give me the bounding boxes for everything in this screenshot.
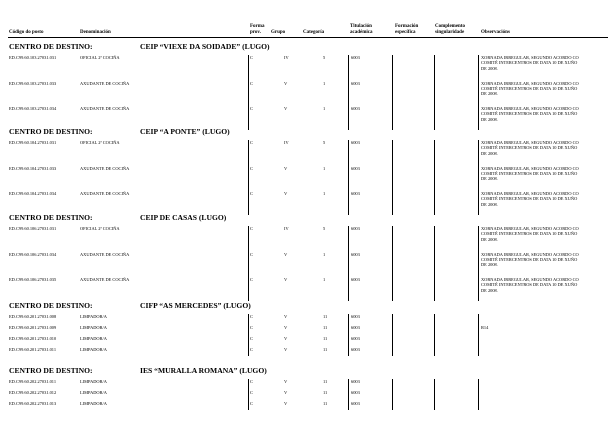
- cell-observacions-line: DE 2008.: [481, 150, 498, 156]
- table-row: [0, 379, 615, 390]
- cell-forma: C: [250, 55, 253, 60]
- cell-titulacion: 6003: [351, 251, 360, 257]
- cell-forma: C: [250, 347, 253, 352]
- cell-observacions-line: XORNADA IRREGULAR, SEGUNDO ACORDO CO: [481, 106, 579, 111]
- cell-observacions-line: DE 2008.: [481, 262, 498, 268]
- header-grupo: Grupo: [271, 30, 286, 35]
- cell-denominacion: OFICIAL 2ª COCIÑA: [80, 55, 120, 60]
- cell-denominacion: AXUDANTE DE COCIÑA: [80, 165, 130, 171]
- table-row: [0, 390, 615, 401]
- cell-grupo: IV: [284, 55, 289, 60]
- header-categoria: Categoría: [303, 30, 325, 35]
- cell-titulacion: 6003: [351, 191, 360, 196]
- header-rule: [8, 37, 608, 38]
- cell-codigo: ED.C99.60.201.27031.010: [9, 336, 57, 341]
- cell-grupo: V: [284, 325, 288, 330]
- section-block: [0, 213, 615, 223]
- section-block: [0, 366, 615, 376]
- cell-codigo: ED.C99.60.202.27031.013: [9, 401, 57, 406]
- cell-titulacion: 6003: [351, 165, 360, 171]
- cell-forma: C: [250, 140, 253, 145]
- cell-titulacion: 6003: [351, 277, 360, 282]
- cell-grupo: V: [284, 251, 288, 257]
- section-block: [0, 301, 615, 311]
- cell-titulacion: 6003: [351, 226, 360, 231]
- cell-forma: C: [250, 251, 253, 257]
- cell-titulacion: 6003: [351, 106, 360, 111]
- cell-grupo: IV: [284, 226, 289, 231]
- centre-name: CEIP “A PONTE” (LUGO): [140, 127, 230, 136]
- cell-grupo: V: [284, 106, 288, 111]
- cell-denominacion: AXUDANTE DE COCIÑA: [80, 251, 130, 257]
- cell-denominacion: LIMPADOR/A: [80, 336, 107, 341]
- table-row: [0, 140, 615, 166]
- header-formacion-line1: Formación: [395, 24, 419, 29]
- cell-categoria: 5: [323, 226, 326, 231]
- table-row: [0, 401, 615, 412]
- cell-observacions-line: COMITÉ INTERCENTROS DE DATA 10 DE XUÑO: [481, 231, 578, 237]
- cell-denominacion: OFICIAL 2ª COCIÑA: [80, 140, 120, 145]
- cell-grupo: V: [284, 80, 288, 86]
- cell-grupo: V: [284, 191, 288, 196]
- cell-codigo: ED.C99.60.202.27031.012: [9, 390, 57, 395]
- cell-observacions-line: COMITÉ INTERCENTROS DE DATA 10 DE XUÑO: [481, 145, 578, 151]
- table-row: [0, 252, 615, 278]
- cell-observacions-line: XORNADA IRREGULAR, SEGUNDO ACORDO CO: [481, 226, 579, 231]
- cell-observacions-line: COMITÉ INTERCENTROS DE DATA 10 DE XUÑO: [481, 85, 578, 91]
- cell-grupo: V: [284, 379, 288, 384]
- cell-titulacion: 6003: [351, 336, 360, 341]
- cell-categoria: 11: [323, 390, 328, 395]
- cell-observacions-line: R14: [481, 325, 489, 330]
- cell-forma: C: [250, 336, 253, 341]
- cell-forma: C: [250, 191, 253, 196]
- cell-codigo: ED.C99.60.106.27031.035: [9, 277, 57, 282]
- cell-grupo: V: [284, 277, 288, 282]
- cell-forma: C: [250, 325, 253, 330]
- cell-categoria: 1: [323, 277, 326, 282]
- cell-observacions-line: COMITÉ INTERCENTROS DE DATA 10 DE XUÑO: [481, 111, 578, 117]
- cell-denominacion: OFICIAL 2ª COCIÑA: [80, 226, 120, 231]
- cell-denominacion: LIMPADOR/A: [80, 401, 107, 406]
- cell-titulacion: 6003: [351, 347, 360, 352]
- cell-titulacion: 6003: [351, 55, 360, 60]
- cell-categoria: 11: [323, 347, 328, 352]
- cell-codigo: ED.C99.60.103.27031.034: [9, 106, 57, 111]
- cell-grupo: V: [284, 336, 288, 341]
- header-formacion-line2: específica: [395, 30, 416, 35]
- cell-observacions-line: DE 2008.: [481, 176, 498, 182]
- cell-categoria: 11: [323, 325, 328, 330]
- cell-codigo: ED.C99.60.106.27031.031: [9, 226, 57, 231]
- table-row: [0, 81, 615, 107]
- header-observacions: Observacións: [481, 30, 510, 35]
- header-denominacion: Denominación: [80, 30, 111, 35]
- centre-label: CENTRO DE DESTINO:: [9, 127, 93, 136]
- cell-observacions-line: XORNADA IRREGULAR, SEGUNDO ACORDO CO: [481, 80, 579, 86]
- cell-observacions-line: COMITÉ INTERCENTROS DE DATA 10 DE XUÑO: [481, 60, 578, 66]
- cell-codigo: ED.C99.60.201.27031.009: [9, 325, 57, 330]
- cell-forma: C: [250, 106, 253, 111]
- header-forma-line1: Forma: [250, 24, 265, 29]
- cell-grupo: IV: [284, 140, 289, 145]
- cell-forma: C: [250, 277, 253, 282]
- cell-codigo: ED.C99.60.104.27031.033: [9, 165, 57, 171]
- centre-name: IES “MURALLA ROMANA” (LUGO): [140, 366, 267, 375]
- cell-forma: C: [250, 165, 253, 171]
- section-block: [0, 127, 615, 137]
- centre-name: CEIP DE CASAS (LUGO): [140, 213, 227, 222]
- cell-categoria: 5: [323, 55, 326, 60]
- header-titulacion-line1: Titulación: [350, 24, 372, 29]
- centre-name: CIFP “AS MERCEDES” (LUGO): [140, 301, 251, 310]
- table-row: [0, 277, 615, 303]
- table-row: [0, 166, 615, 192]
- cell-observacions-line: DE 2008.: [481, 91, 498, 97]
- table-row: [0, 347, 615, 358]
- cell-denominacion: AXUDANTE DE COCIÑA: [80, 80, 130, 86]
- cell-forma: C: [250, 379, 253, 384]
- cell-grupo: V: [284, 165, 288, 171]
- centre-label: CENTRO DE DESTINO:: [9, 42, 93, 51]
- cell-codigo: ED.C99.60.202.27031.011: [9, 379, 57, 384]
- table-row: [0, 325, 615, 336]
- centre-label: CENTRO DE DESTINO:: [9, 213, 93, 222]
- header-complemento-line2: singularidade: [435, 30, 465, 35]
- cell-forma: C: [250, 314, 253, 319]
- cell-observacions-line: DE 2008.: [481, 236, 498, 242]
- cell-titulacion: 6003: [351, 325, 360, 330]
- table-row: [0, 314, 615, 325]
- centre-label: CENTRO DE DESTINO:: [9, 301, 93, 310]
- cell-denominacion: LIMPADOR/A: [80, 390, 107, 395]
- centre-name: CEIP “VIEXE DA SOIDADE” (LUGO): [140, 42, 270, 51]
- cell-grupo: V: [284, 347, 288, 352]
- cell-forma: C: [250, 390, 253, 395]
- cell-observacions-line: XORNADA IRREGULAR, SEGUNDO ACORDO CO: [481, 251, 579, 257]
- cell-grupo: V: [284, 401, 288, 406]
- table-row: [0, 226, 615, 252]
- cell-observacions-line: DE 2008.: [481, 65, 498, 71]
- cell-categoria: 11: [323, 336, 328, 341]
- cell-denominacion: AXUDANTE DE COCIÑA: [80, 106, 130, 111]
- cell-observacions-line: XORNADA IRREGULAR, SEGUNDO ACORDO CO: [481, 55, 579, 60]
- cell-observacions-line: COMITÉ INTERCENTROS DE DATA 10 DE XUÑO: [481, 196, 578, 202]
- cell-categoria: 1: [323, 106, 326, 111]
- cell-observacions-line: XORNADA IRREGULAR, SEGUNDO ACORDO CO: [481, 191, 579, 196]
- cell-titulacion: 6003: [351, 390, 360, 395]
- cell-observacions-line: COMITÉ INTERCENTROS DE DATA 10 DE XUÑO: [481, 170, 578, 176]
- cell-categoria: 11: [323, 401, 328, 406]
- cell-denominacion: LIMPADOR/A: [80, 347, 107, 352]
- cell-codigo: ED.C99.60.104.27031.034: [9, 191, 57, 196]
- cell-observacions-line: DE 2008.: [481, 287, 498, 293]
- cell-codigo: ED.C99.60.201.27031.008: [9, 314, 57, 319]
- cell-denominacion: LIMPADOR/A: [80, 379, 107, 384]
- table-row: [0, 55, 615, 81]
- cell-categoria: 1: [323, 165, 326, 171]
- cell-titulacion: 6003: [351, 314, 360, 319]
- header-complemento-line1: Complemento: [435, 24, 465, 29]
- header-forma-line2: prov.: [250, 30, 261, 35]
- cell-observacions-line: DE 2008.: [481, 116, 498, 122]
- header-codigo: Código do posto: [9, 30, 44, 35]
- cell-denominacion: AXUDANTE DE COCIÑA: [80, 191, 130, 196]
- cell-grupo: V: [284, 314, 288, 319]
- cell-codigo: ED.C99.60.104.27031.031: [9, 140, 57, 145]
- cell-denominacion: LIMPADOR/A: [80, 325, 107, 330]
- table-row: [0, 336, 615, 347]
- cell-forma: C: [250, 80, 253, 86]
- cell-titulacion: 6003: [351, 80, 360, 86]
- cell-denominacion: AXUDANTE DE COCIÑA: [80, 277, 130, 282]
- cell-categoria: 5: [323, 140, 326, 145]
- centre-label: CENTRO DE DESTINO:: [9, 366, 93, 375]
- cell-codigo: ED.C99.60.103.27031.033: [9, 80, 57, 86]
- cell-categoria: 11: [323, 314, 328, 319]
- cell-grupo: V: [284, 390, 288, 395]
- section-block: [0, 42, 615, 52]
- cell-codigo: ED.C99.60.106.27031.034: [9, 251, 57, 257]
- cell-categoria: 1: [323, 251, 326, 257]
- cell-denominacion: LIMPADOR/A: [80, 314, 107, 319]
- cell-categoria: 1: [323, 191, 326, 196]
- cell-observacions-line: XORNADA IRREGULAR, SEGUNDO ACORDO CO: [481, 140, 579, 145]
- cell-titulacion: 6003: [351, 401, 360, 406]
- header-titulacion-line2: académica: [350, 30, 373, 35]
- cell-codigo: ED.C99.60.201.27031.011: [9, 347, 57, 352]
- cell-categoria: 11: [323, 379, 328, 384]
- cell-forma: C: [250, 226, 253, 231]
- cell-observacions-line: XORNADA IRREGULAR, SEGUNDO ACORDO CO: [481, 277, 579, 282]
- cell-codigo: ED.C99.60.103.27031.031: [9, 55, 57, 60]
- cell-forma: C: [250, 401, 253, 406]
- cell-titulacion: 6003: [351, 379, 360, 384]
- cell-titulacion: 6003: [351, 140, 360, 145]
- cell-observacions-line: DE 2008.: [481, 201, 498, 207]
- cell-observacions-line: COMITÉ INTERCENTROS DE DATA 10 DE XUÑO: [481, 256, 578, 262]
- cell-categoria: 1: [323, 80, 326, 86]
- cell-observacions-line: COMITÉ INTERCENTROS DE DATA 10 DE XUÑO: [481, 282, 578, 288]
- cell-observacions-line: XORNADA IRREGULAR, SEGUNDO ACORDO CO: [481, 165, 579, 171]
